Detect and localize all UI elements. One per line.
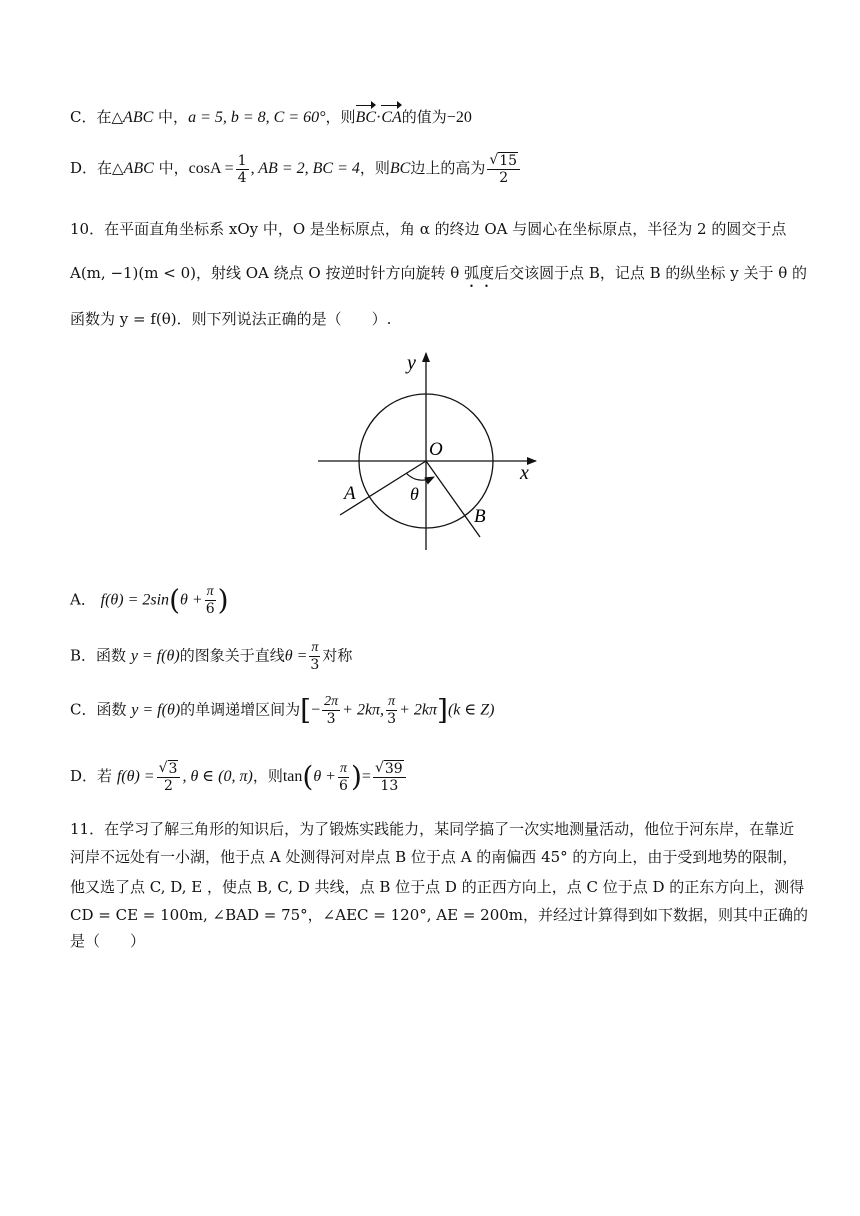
q10-line-3: 函数为 y = f(θ)．则下列说法正确的是（ ）. [70, 310, 392, 328]
q10-line-2: A(m, −1)(m < 0)，射线 OA 绕点 O 按逆时针方向旋转 θ 弧度后交该圆于点 B，记点 B 的纵坐标 y 关于 θ 的 [70, 264, 808, 282]
dotted-emphasis: 弧度 [464, 264, 495, 282]
q10-option-c: C．函数 y = f(θ)的单调递增区间为[− $\frac{2\pi}{3}$ + 2kπ, $\frac{\pi}{3}$ + 2kπ](k ∈ Z) [70, 693, 495, 728]
fraction-pi-over-6: $\frac{\pi}{6}$ [339, 760, 348, 794]
fraction-sqrt15-over-2: √ 15 2 [487, 152, 520, 186]
theta-arc [406, 473, 434, 480]
q10-option-d: D．若 f(θ) = √ 3 2 , θ ∈ (0, π)，则tan(θ + $\frac{\pi}{6}$ )= √ 39 13 [70, 760, 408, 794]
fraction-2pi-over-3: $\frac{2\pi}{3}$ [324, 694, 339, 728]
point-b-label: B [474, 506, 486, 527]
q11-line-1: 11．在学习了解三角形的知识后，为了锻炼实践能力，某同学搞了一次实地测量活动，他位于河东岸，在靠近 [70, 820, 795, 838]
fraction-sqrt39-over-13: √ 39 13 [373, 760, 406, 794]
fraction-sqrt3-over-2: √ 3 2 [157, 760, 181, 794]
ray-ob [426, 461, 480, 537]
option-label: C． [70, 108, 97, 126]
vector-ca: CA [381, 109, 402, 126]
fraction-pi-over-6: $\frac{\pi}{6}$ [205, 584, 215, 618]
q11-line-4: CD = CE = 100m, ∠BAD = 75°，∠AEC = 120°, AE = 200m，并经过计算得到如下数据，则其中正确的 [70, 906, 809, 924]
unit-circle-figure [310, 345, 550, 555]
y-axis-label: y [407, 352, 416, 374]
option-label: D． [70, 159, 98, 178]
theta-label: θ [410, 484, 419, 504]
q11-line-3: 他又选了点 C, D, E ，使点 B, C, D 共线，点 B 位于点 D 的正西方向上，点 C 位于点 D 的正东方向上，测得 [70, 878, 805, 896]
fraction-pi-over-3: $\frac{\pi}{3}$ [387, 694, 397, 728]
q10-line-1: 10．在平面直角坐标系 xOy 中，O 是坐标原点，角 α 的终边 OA 与圆心在坐标原点，半径为 2 的圆交于点 [70, 220, 787, 238]
q11-line-5: 是（ ） [70, 932, 146, 950]
fraction-pi-over-3: $\frac{\pi}{3}$ [310, 640, 320, 674]
vector-bc: BC [355, 109, 376, 126]
option-d: D．在△ABC 中，cosA = $\frac{1}{4}$ , AB = 2, BC = 4，则BC边上的高为 √ 15 2 [70, 152, 522, 186]
q10-option-a: A． f(θ) = 2sin(θ + $\frac{\pi}{6}$ ) [70, 583, 229, 618]
option-c: C．在△ABC 中，a = 5, b = 8, C = 60°，则BC·CA的值为−20 [70, 108, 472, 126]
q11-line-2: 河岸不远处有一小湖，他于点 A 处测得河对岸点 B 位于点 A 的南偏西 45° 的方向上，由于受到地势的限制， [70, 848, 798, 866]
point-a-label: A [344, 483, 356, 504]
origin-label: O [429, 439, 443, 460]
q10-option-b: B．函数 y = f(θ)的图象关于直线θ = $\frac{\pi}{3}$ 对称 [70, 640, 353, 674]
x-axis-label: x [520, 462, 529, 484]
fraction-one-quarter: $\frac{1}{4}$ [237, 152, 247, 186]
